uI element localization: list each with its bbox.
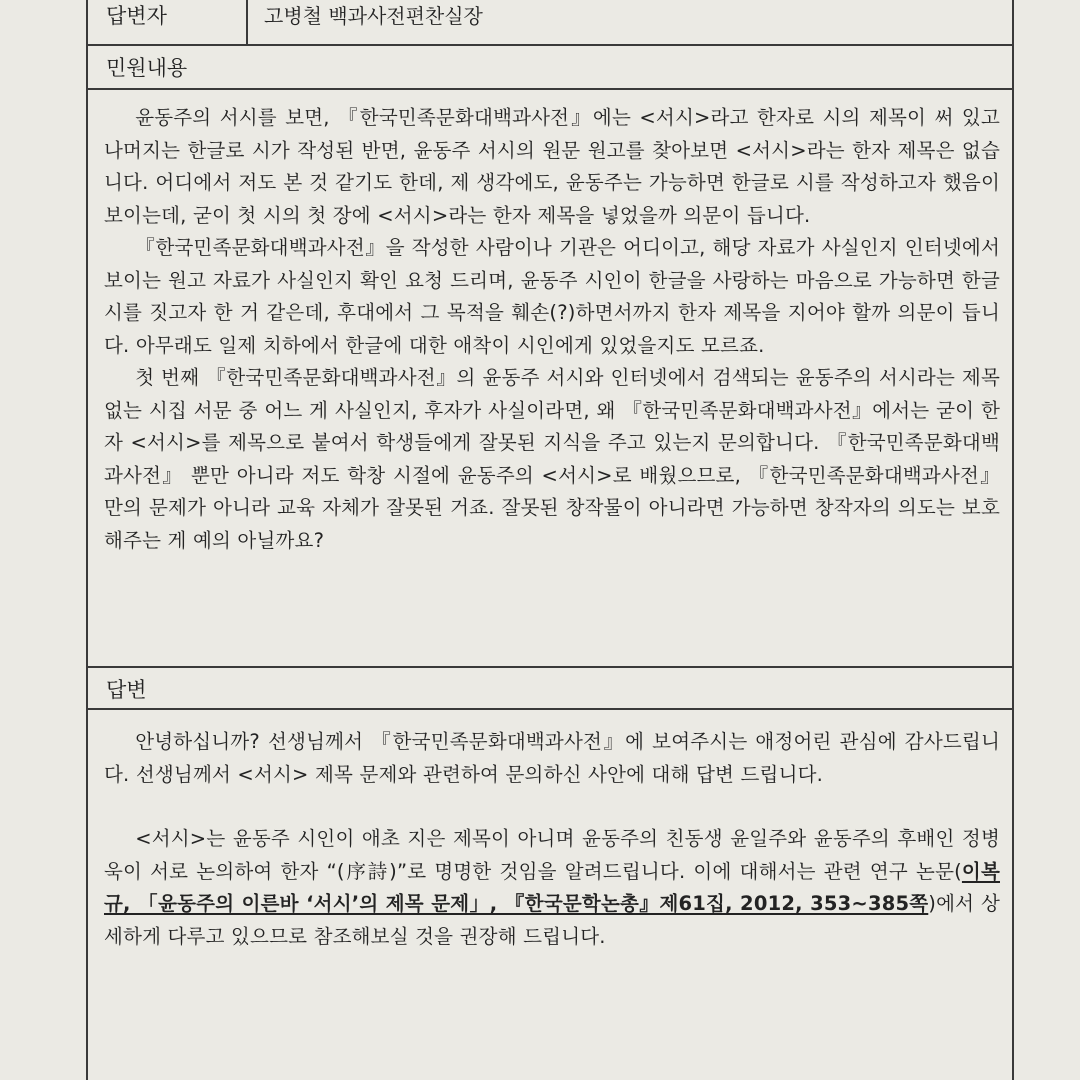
complaint-paragraph-3: 첫 번째 『한국민족문화대백과사전』의 윤동주 서시와 인터넷에서 검색되는 윤동주의 서시라는 제목 없는 시집 서문 중 어느 게 사실인지, 후자가 사실이라면, 왜 『한국민족문화대백과사전』에서는 굳이 한자 <서시>를 제목으로 붙여서 학생들에게 잘못된 지식을 주고 있는지 문의합니다. 『한국민족문화대백과사전』 뿐만 아니라 저도 학창 시절에 윤동주의 <서시>로 배웠으므로, 『한국민족문화대백과사전』만의 문제가 아니라 교육 자체가 잘못된 거죠. 잘못된 창작물이 아니라면 가능하면 창작자의 의도는 보호해주는 게 예의 아닐까요? <box>104 366 1000 552</box>
answer-body <box>104 726 1000 953</box>
paragraph-spacer <box>104 791 1000 823</box>
answer-paragraph-2 <box>104 823 1000 953</box>
answer-paragraph-2-tail: )에서 상세하게 다루고 있으므로 참조해보실 것을 권장해 드립니다. <box>104 892 1000 948</box>
answer-heading: 답변 <box>88 666 1012 710</box>
reference-citation: 이복규, 「윤동주의 이른바 ‘서시’의 제목 문제」, 『한국문학논총』제61집, 2012, 353~385쪽 <box>104 859 1000 915</box>
civil-complaint-table <box>86 0 1014 1080</box>
responder-row <box>88 0 1012 46</box>
complaint-heading: 민원내용 <box>88 46 1012 90</box>
answer-paragraph-1: 안녕하십니까? 선생님께서 『한국민족문화대백과사전』에 보여주시는 애정어린 관심에 감사드립니다. 선생님께서 <서시> 제목 문제와 관련하여 문의하신 사안에 대해 답변 드립니다. <box>104 730 1000 786</box>
complaint-paragraph-1: 윤동주의 서시를 보면, 『한국민족문화대백과사전』에는 <서시>라고 한자로 시의 제목이 써 있고 나머지는 한글로 시가 작성된 반면, 윤동주 서시의 원문 원고를 찾아보면 <서시>라는 한자 제목은 없습니다. 어디에서 저도 본 것 같기도 한데, 제 생각에도, 윤동주는 가능하면 한글로 시를 작성하고자 했음이 보이는데, 굳이 첫 시의 첫 장에 <서시>라는 한자 제목을 넣었을까 의문이 듭니다. <box>104 106 1000 227</box>
complaint-paragraph-2: 『한국민족문화대백과사전』을 작성한 사람이나 기관은 어디이고, 해당 자료가 사실인지 인터넷에서 보이는 원고 자료가 사실인지 확인 요청 드리며, 윤동주 시인이 한글을 사랑하는 마음으로 가능하면 한글 시를 짓고자 한 거 같은데, 후대에서 그 목적을 훼손(?)하면서까지 한자 제목을 지어야 할까 의문이 듭니다. 아무래도 일제 치하에서 한글에 대한 애착이 시인에게 있었을지도 모르죠. <box>104 236 1000 357</box>
answer-paragraph-2-lead: <서시>는 윤동주 시인이 애초 지은 제목이 아니며 윤동주의 친동생 윤일주와 윤동주의 후배인 정병욱이 서로 논의하여 한자 “(序詩)”로 명명한 것임을 알려드립니다. 이에 대해서는 관련 연구 논문( <box>104 827 1000 883</box>
complaint-body <box>104 102 1000 557</box>
responder-value: 고병철 백과사전편찬실장 <box>264 4 483 28</box>
responder-label: 답변자 <box>88 0 248 44</box>
